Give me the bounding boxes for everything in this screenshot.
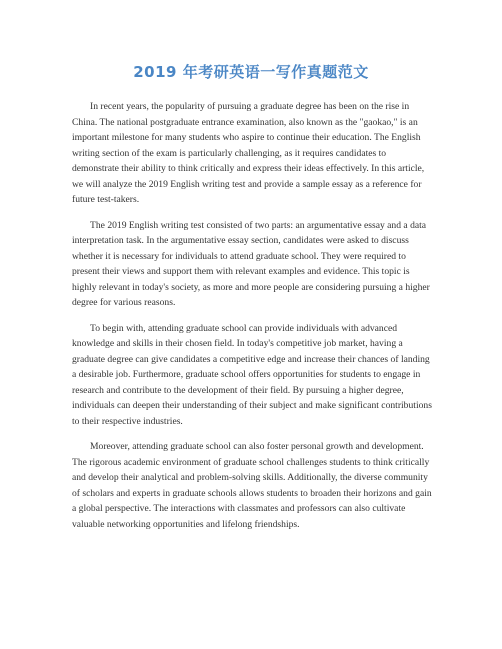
document-title: 2019 年考研英语一写作真题范文 — [133, 63, 369, 81]
paragraph-1: In recent years, the popularity of pursuing a graduate degree has been on the rise in China. The national postgraduate entrance examination, also known as the "gaokao," is an important milestone for many students who aspire to continue their education. The English writing section of the exam is particularly challenging, as it requires candidates to demonstrate their ability to think critically and express their ideas effectively. In this article, we will analyze the 2019 English writing test and provide a sample essay as a reference for future test-takers. — [72, 101, 425, 205]
paragraph-2: The 2019 English writing test consisted of two parts: an argumentative essay and a data interpretation task. In the argumentative essay section, candidates were asked to discuss whether it is necessary for individuals to attend graduate school. They were required to present their views and support them with relevant examples and evidence. This topic is highly relevant in today's society, as more and more people are considering pursuing a higher degree for various reasons. — [72, 219, 430, 308]
document-body — [72, 99, 432, 542]
paragraph-4: Moreover, attending graduate school can also foster personal growth and development. The rigorous academic environment of graduate school challenges students to think critically and develop their analytical and problem-solving skills. Additionally, the diverse community of scholars and experts in graduate schools allows students to broaden their horizons and gain a global perspective. The interactions with classmates and professors can also cultivate valuable networking opportunities and lifelong friendships. — [72, 441, 432, 530]
paragraph-3: To begin with, attending graduate school can provide individuals with advanced knowledge and skills in their chosen field. In today's competitive job market, having a graduate degree can give candidates a competitive edge and increase their chances of landing a desirable job. Furthermore, graduate school offers opportunities for students to engage in research and contribute to the development of their field. By pursuing a higher degree, individuals can deepen their understanding of their subject and make significant contributions to their respective industries. — [72, 322, 432, 427]
